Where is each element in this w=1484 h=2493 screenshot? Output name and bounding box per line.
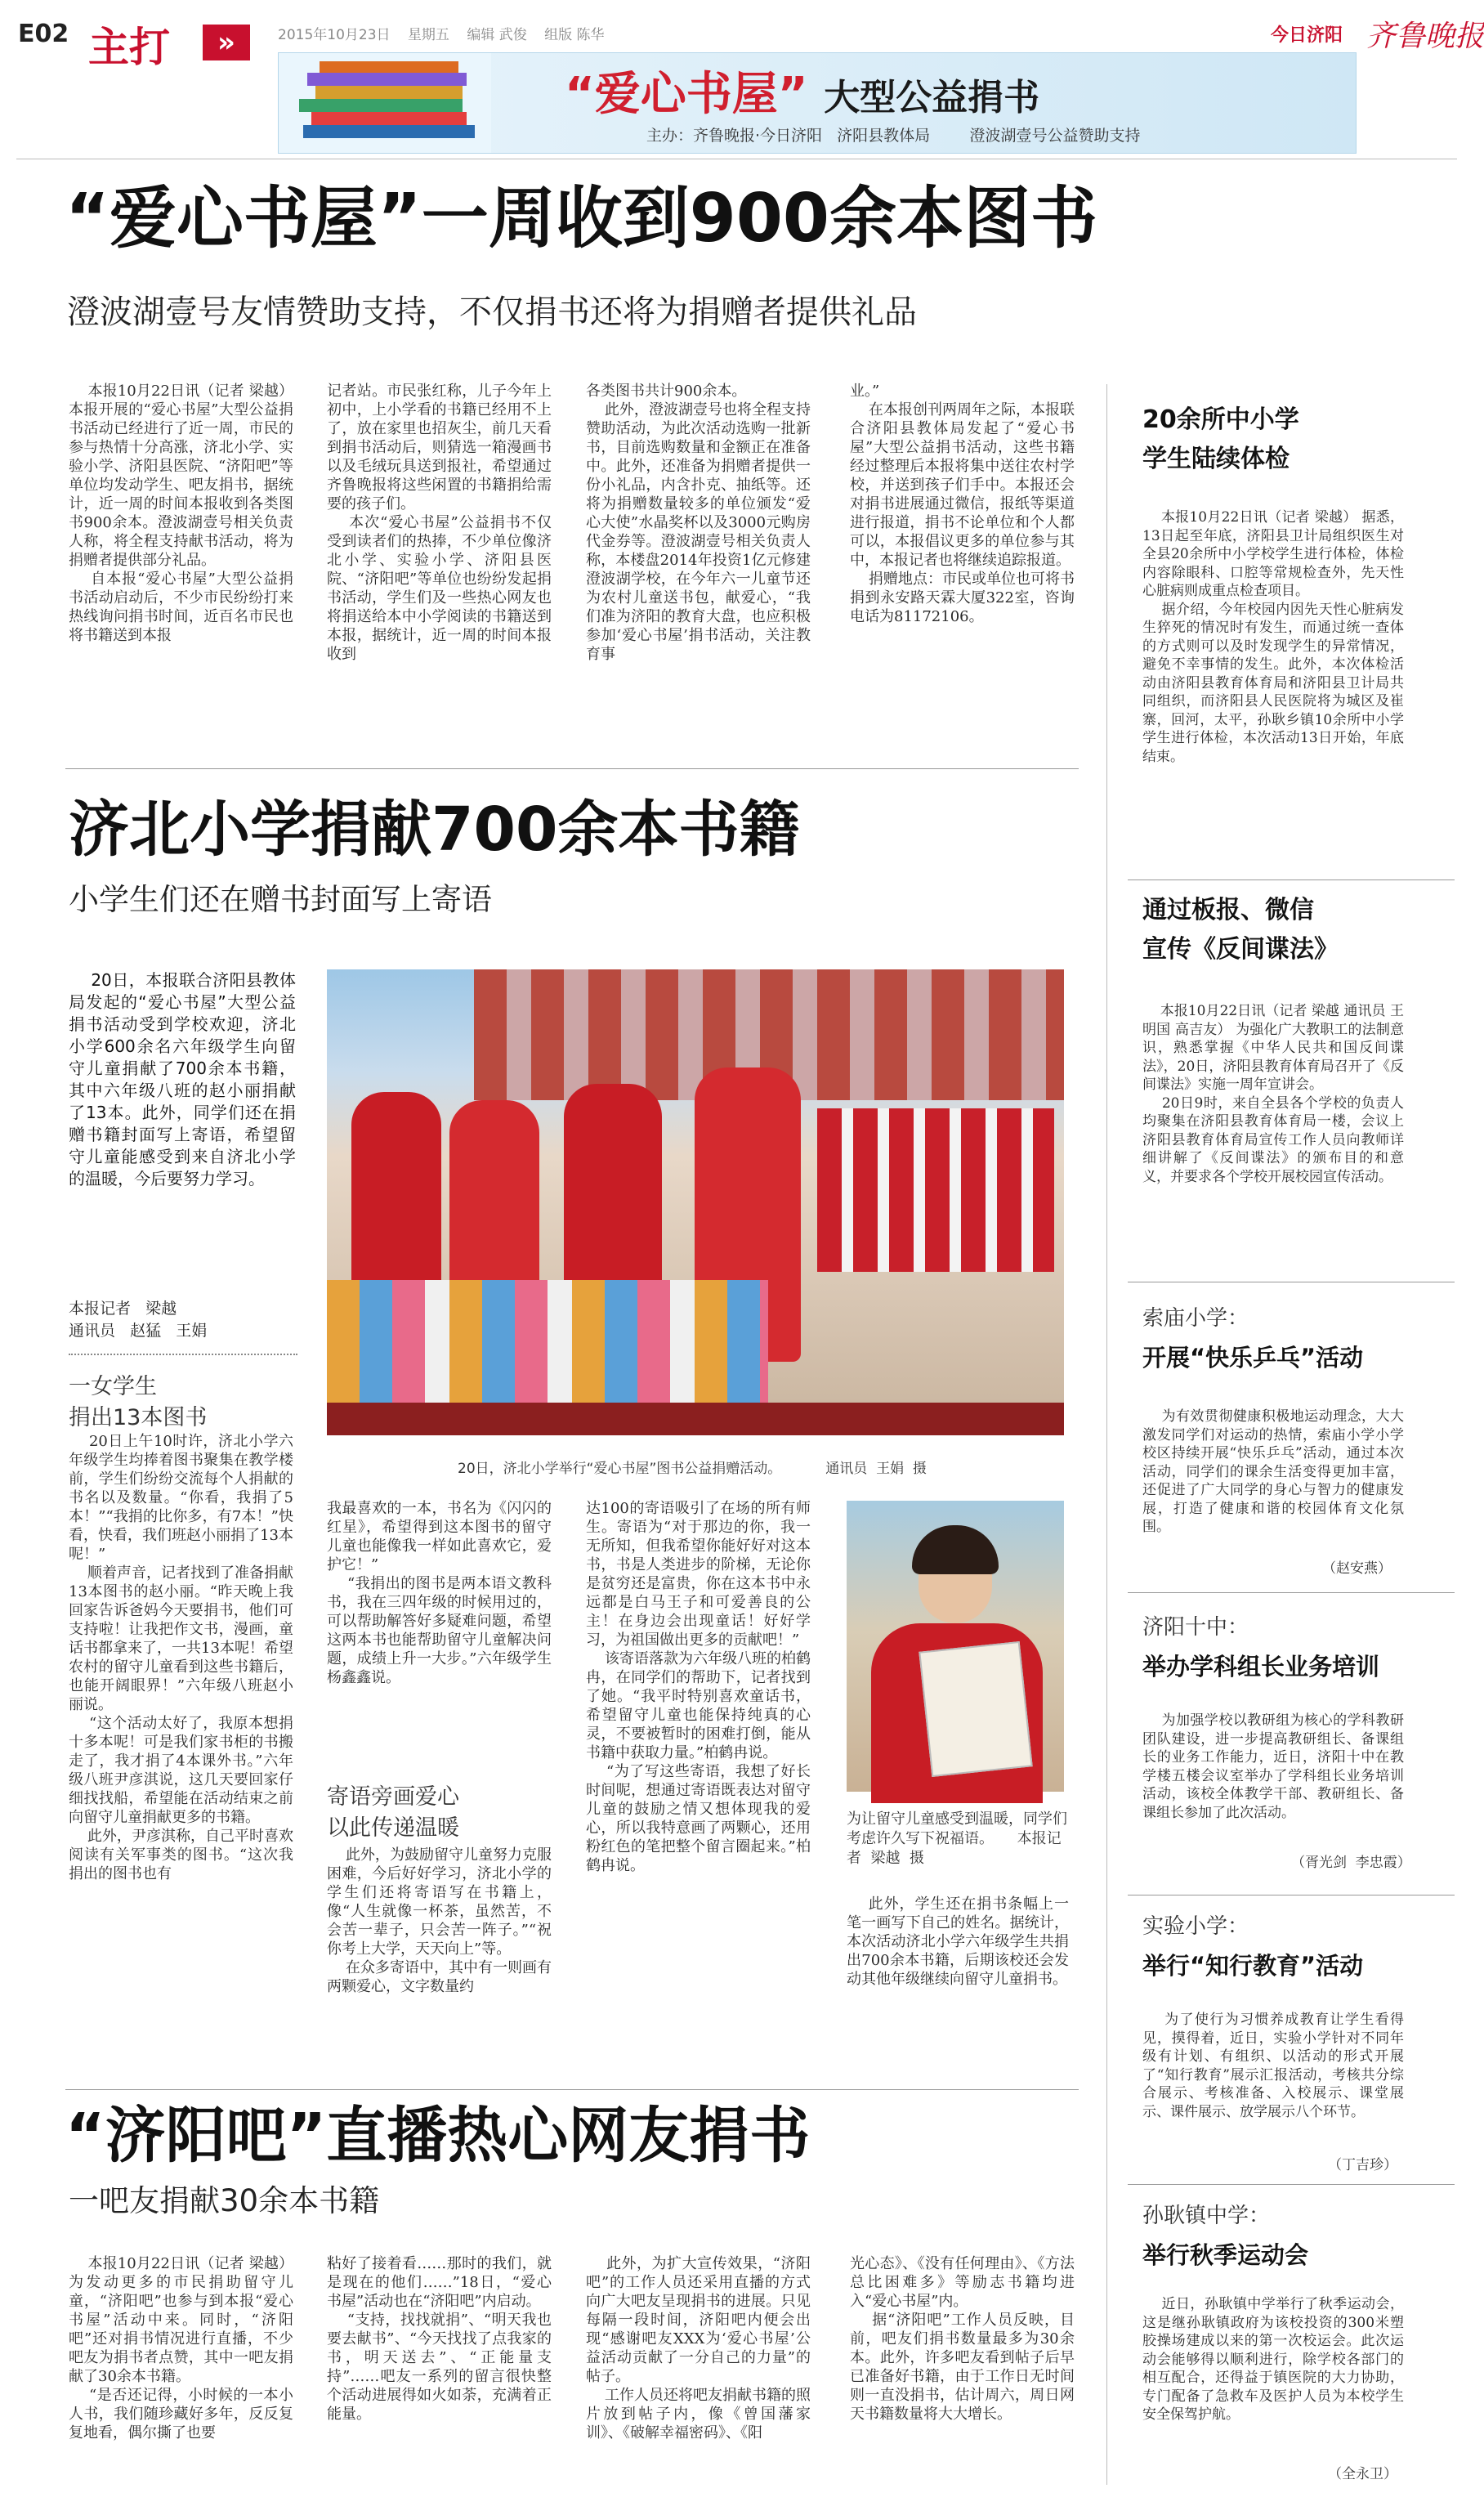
article2-subhead: 小学生们还在赠书封面写上寄语 (69, 882, 492, 917)
paper-logo: 齐鲁晚报 (1366, 20, 1484, 53)
article1-col3: 各类图书共计900余本。 此外，澄波湖壹号也将全程支持赞助活动，为此次活动选购一批新书，目前选购数量和金额正在准备中。此外，还准备为捐赠者提供一份小礼品，内含扑克、抽纸等。还将为捐赠数量较多的单位颁发“爱心大使”水晶奖杯以及3000元购房代金券等。澄波湖壹号相关负责人称，本楼盘2014年投资1亿元修建澄波湖学校，在今年六一儿童节还为农村儿童送书包，献爱心，“我们准为济阳的教育大盘，也应积极参加‘爱心书屋’捐书活动，关注教育事 (586, 383, 811, 663)
banner-sponsors: 主办：齐鲁晚报·今日济阳 济阳县教体局 澄波湖壹号公益赞助支持 (646, 127, 1141, 145)
kicker2-line1: 寄语旁画爱心 (327, 1784, 459, 1810)
article2-col2: 我最喜欢的一本，书名为《闪闪的红星》，希望得到这本图书的留守儿童也能像我一样如此喜欢它，爱护它！” “我捐出的图书是两本语文教科书，我在三四年级的时候用过的，可以帮助解答好多疑难问题，希望这两本书也能帮助留守儿童解决问题，成绩上升一大步。”六年级学生杨鑫鑫说。 (327, 1500, 552, 1686)
header-meta (278, 23, 605, 43)
story4-title: 举办学科组长业务培训 (1142, 1653, 1380, 1681)
book-icon (919, 1641, 1032, 1777)
story5-title: 举行“知行教育”活动 (1142, 1952, 1364, 1980)
article2-col2b: 此外，为鼓励留守儿童努力克服困难，今后好好学习，济北小学的学生们还将寄语写在书籍上，像“人生就像一杯茶，虽然苦，不会苦一辈子，只会苦一阵子。”“祝你考上大学，天天向上”等。 在众多寄语中，其中有一则画有两颗爱心，文字数量约 (327, 1846, 552, 1995)
banner-title-quote: “爱心书屋” (565, 68, 808, 121)
article2-col1: 20日上午10时许，济北小学六年级学生均捧着图书聚集在教学楼前，学生们纷纷交流每个人捐献的书名以及数量。“你看，我捐了5本！”“我捐的比你多，有7本！”快看，快看，我们班赵小丽捐了13本呢！” 顺着声音，记者找到了准备捐献13本图书的赵小丽。“昨天晚上我回家告诉爸妈今天要捐书，他们可支持啦！让我把作文书，漫画，童话书都拿来了，一共13本呢！希望农村的留守儿童看到这些书籍后，也能开阔眼界！”六年级八班赵小丽说。 “这个活动太好了，我原本想捐十多本呢！可是我们家书柜的书搬走了，我才捐了4本课外书。”六年级八班尹彦淇说，这几天要回家仔细找找船，希望能在活动结束之前向留守儿童捐献更多的书籍。 此外，尹彦淇称，自己平时喜欢阅读有关军事类的图书。“这次我捐出的图书也有 (69, 1433, 294, 1882)
sidebar-story5-body: 为了使行为习惯养成教育让学生看得见，摸得着，近日，实验小学针对不同年级有计划、有组织、以活动的形式开展了“知行教育”展示汇报活动，考核共分综合展示、考核准备、入校展示、课堂展示、课件展示、放学展示八个环节。 (1142, 2012, 1404, 2120)
section-title: 主打 (88, 24, 170, 71)
sidebar-story3-body: 为有效贯彻健康积极地运动理念，大大激发同学们对运动的热情，索庙小学小学校区持续开展“快乐乒乓”活动，通过本次活动，同学们的课余生活变得更加丰富，还促进了广大同学的身心与智力的健康发展，打造了健康和谐的校园体育文化氛围。 (1142, 1408, 1404, 1535)
sidebar-story6-body: 近日，孙耿镇中学举行了秋季运动会，这是继孙耿镇政府为该校投资的300米塑胶操场建成以来的第一次校运会。此次运动会能够得以顺利进行，除学校各部门的相互配合，还得益于镇医院的大力协助，专门配备了急救车及医护人员为本校学生安全保驾护航。 (1142, 2296, 1404, 2423)
sidebar-story4-body: 为加强学校以教研组为核心的学科教研团队建设，进一步提高教研组长、备课组长的业务工作能力，近日，济阳十中在教学楼五楼会议室举办了学科组长业务培训活动，该校全体教学干部、教研组长、备课组长参加了此次活动。 (1142, 1712, 1404, 1821)
byline-reporter: 本报记者 梁越 (69, 1300, 177, 1318)
article2-col4: 此外，学生还在捐书条幅上一笔一画写下自己的姓名。据统计，本次活动济北小学六年级学生共捐出700余本书籍，后期该校还会发动其他年级继续向留守儿童捐书。 (847, 1895, 1070, 1988)
display-table (327, 1403, 1064, 1435)
sidebar-story5-heading (1142, 1909, 1363, 1981)
photo1-caption: 20日，济北小学举行“爱心书屋”图书公益捐赠活动。 通讯员 王娟 摄 (458, 1461, 927, 1477)
book-stacks (327, 1280, 768, 1419)
kicker1-line1: 一女学生 (69, 1374, 157, 1399)
article3-col4: 光心态》、《没有任何理由》、《方法总比困难多》等励志书籍均进入“爱心书屋”内。 据“济阳吧”工作人员反映，目前，吧友们捐书数量最多为30余本。此外，许多吧友看到帖子后早已准备好书籍，由于工作日无时间则一直没捐书，估计周六，周日网天书籍数量将大大增长。 (850, 2255, 1075, 2423)
article1-subhead: 澄波湖壹号友情赞助支持，不仅捐书还将为捐赠者提供礼品 (67, 293, 917, 331)
sidebar-story1-body: 本报10月22日讯（记者 梁越） 据悉，13日起至年底，济阳县卫计局组织医生对全县20余所中小学校学生进行体检，体检内容除眼科、口腔等常规检查外，先天性心脏病则成重点检查项目。 据介绍，今年校园内因先天性心脏病发生猝死的情况时有发生，而通过统一查体的方式则可以及时发现学生的异常情况，避免不幸事情的发生。此外，本次体检活动由济阳县教育体育局和济阳县卫计局共同组织，而济阳县人民医院将为城区及崔寨，回河，太平，孙耿乡镇10余所中小学学生进行体检，本次活动13日开始，年底结束。 (1142, 509, 1404, 765)
article1-col4: 业。” 在本报创刊两周年之际，本报联合济阳县教体局发起了“爱心书屋”大型公益捐书活动，这些书籍经过整理后本报将集中送往农村学校，并送到孩子们手中。本报还会对捐书进展通过微信，报纸等渠道进行报道，捐书不论单位和个人都可以，本报倡议更多的单位参与其中，本报记者也将继续追踪报道。 捐赠地点：市民或单位也可将书捐到永安路天霖大厦322室，咨询电话为81172106。 (850, 383, 1075, 625)
photo-book-donation (327, 969, 1064, 1435)
article3-subhead: 一吧友捐献30余本书籍 (69, 2183, 380, 2218)
sidebar-story1-title: 20余所中小学 学生陆续体检 (1142, 405, 1299, 473)
sidebar-story2-title: 通过板报、微信 宣传《反间谍法》 (1142, 896, 1339, 964)
editor: 编辑 武俊 (467, 27, 527, 43)
story5-kicker: 实验小学： (1142, 1914, 1249, 1939)
photo-girl-with-book (847, 1501, 1064, 1792)
girl-hair (912, 1525, 999, 1574)
layout-editor: 组版 陈华 (544, 27, 605, 43)
story6-author: （全永卫） (1328, 2466, 1397, 2482)
section-arrow-icon: » (203, 25, 250, 60)
campaign-banner (278, 52, 1357, 154)
article3-col1: 本报10月22日讯（记者 梁越） 为发动更多的市民捐助留守儿童，“济阳吧”也参与到本报“爱心书屋”活动中来。同时，“济阳吧”还对捐书情况进行直播，不少吧友为捐书者点赞，其中一吧友捐献了30余本书籍。 “是否还记得，小时候的一本小人书，我们随珍藏好多年，反反复复地看，偶尔撕了也要 (69, 2255, 294, 2442)
page-number: E02 (18, 20, 69, 48)
article3-col2: 粘好了接着看……那时的我们，就是现在的他们……”18日，“爱心书屋”活动也在“济阳吧”内启动。 “支持，找找就捐”、“明天我也要去献书”、“今天找找了点我家的书，明天送去”、“正能量支持”……吧友一系列的留言很快整个活动进展得如火如荼，充满着正能量。 (327, 2255, 552, 2423)
edition-name: 今日济阳 (1271, 25, 1343, 46)
story4-kicker: 济阳十中： (1142, 1615, 1249, 1640)
story3-kicker: 索庙小学： (1142, 1306, 1249, 1331)
photo2-caption: 为让留守儿童感受到温暖，同学们考虑许久写下祝福语。 本报记者 梁越 摄 (847, 1810, 1067, 1867)
story3-author: （赵安燕） (1322, 1560, 1392, 1577)
byline-correspondent: 通讯员 赵猛 王娟 (69, 1322, 208, 1340)
sidebar-story2-body: 本报10月22日讯（记者 梁越 通讯员 王明国 高吉友） 为强化广大教职工的法制意识，熟悉掌握《中华人民共和国反间谍法》，20日，济阳县教育体育局召开了《反间谍法》实施一周年宣讲会。 20日9时，来自全县各个学校的负责人均聚集在济阳县教育体育局一楼，会议上济阳县教育体育局宣传工作人员向教师详细讲解了《反间谍法》的颁布目的和意义，并要求各个学校开展校园宣传活动。 (1142, 1003, 1404, 1185)
article3-headline: “济阳吧”直播热心网友捐书 (65, 2101, 811, 2171)
article1-col1: 本报10月22日讯（记者 梁越） 本报开展的“爱心书屋”大型公益捐书活动已经进行了近一周，市民的参与热情十分高涨，济北小学、实验小学、济阳县医院、“济阳吧”等单位均发动学生、吧友捐书，据统计，近一周的时间本报收到各类图书900余本。澄波湖壹号相关负责人称，将全程支持献书活动，将为捐赠者提供部分礼品。 自本报“爱心书屋”大型公益捐书活动启动后，不少市民纷纷打来热线询问捐书时间，近百名市民也将书籍送到本报 (69, 383, 294, 644)
sidebar-story6-heading (1142, 2199, 1308, 2271)
banner-title (565, 58, 1039, 123)
sidebar-story3-heading (1142, 1301, 1363, 1373)
story4-author: （胥光剑 李忠霞） (1291, 1855, 1411, 1871)
issue-date: 2015年10月23日 (278, 27, 391, 43)
books-illustration (279, 53, 491, 153)
kicker1-line2: 捐出13本图书 (69, 1405, 208, 1430)
student-line (817, 1108, 1054, 1272)
story6-kicker: 孙耿镇中学： (1142, 2204, 1271, 2228)
sidebar-story4-heading (1142, 1610, 1379, 1682)
story5-author: （丁吉珍） (1328, 2157, 1397, 2173)
article3-col3: 此外，为扩大宣传效果，“济阳吧”的工作人员还采用直播的方式向广大吧友呈现捐书的进展。只见每隔一段时间，济阳吧内便会出现“感谢吧友XXX为‘爱心书屋’公益活动贡献了一分自己的力量”的帖子。 工作人员还将吧友捐献书籍的照片放到帖子内，像《曾国藩家训》、《破解幸福密码》、《阳 (586, 2255, 811, 2442)
kicker2-line2: 以此传递温暖 (327, 1815, 459, 1841)
banner-title-rest: 大型公益捐书 (824, 77, 1040, 119)
article1-headline: “爱心书屋”一周收到900余本图书 (65, 180, 1097, 257)
article2-col3: 达100的寄语吸引了在场的所有师生。寄语为“对于那边的你，我一无所知，但我希望你能好好对这本书，书是人类进步的阶梯，无论你是贫穷还是富贵，你在这本书中永远都是白马王子和可爱善良的公主！在身边会出现童话！好好学习，为祖国做出更多的贡献吧！” 该寄语落款为六年级八班的柏鹤冉，在同学们的帮助下，记者找到了她。“我平时特别喜欢童话书，希望留守儿童也能保持纯真的心灵，不要被暂时的困难打倒，能从书籍中获取力量。”柏鹤冉说。 “为了写这些寄语，我想了好长时间呢，想通过寄语既表达对留守儿童的鼓励之情又想体现我的爱心，所以我特意画了两颗心，还用粉红色的笔把整个留言圈起来。”柏鹤冉说。 (586, 1500, 811, 1874)
story3-title: 开展“快乐乒乓”活动 (1142, 1344, 1364, 1372)
article2-byline (69, 1298, 207, 1342)
article1-col2: 记者站。市民张红称，儿子今年上初中，上小学看的书籍已经用不上了，放在家里也招灰尘，前几天看到捐书活动后，则猜选一箱漫画书以及毛绒玩具送到报社，希望通过齐鲁晚报将这些闲置的书籍捐给需要的孩子们。 本次“爱心书屋”公益捐书不仅受到读者们的热捧，不少单位像济北小学、实验小学、济阳县医院、“济阳吧”等单位也纷纷发起捐书活动，学生们及一些热心网友也将捐送给本中小学阅读的书籍送到本报，据统计，近一周的时间本报收到 (327, 383, 552, 663)
article2-kicker2 (327, 1782, 459, 1844)
article2-headline: 济北小学捐献700余本书籍 (69, 794, 800, 865)
article2-kicker1 (69, 1372, 207, 1434)
issue-weekday: 星期五 (407, 27, 449, 43)
story6-title: 举行秋季运动会 (1142, 2241, 1309, 2269)
article2-lead: 20日，本报联合济阳县教体局发起的“爱心书屋”大型公益捐书活动受到学校欢迎，济北小学600余名六年级学生向留守儿童捐献了700余本书籍，其中六年级八班的赵小丽捐献了13本。此外，同学们还在捐赠书籍封面写上寄语，希望留守儿童能感受到来自济北小学的温暖，今后要努力学习。 (69, 970, 296, 1188)
